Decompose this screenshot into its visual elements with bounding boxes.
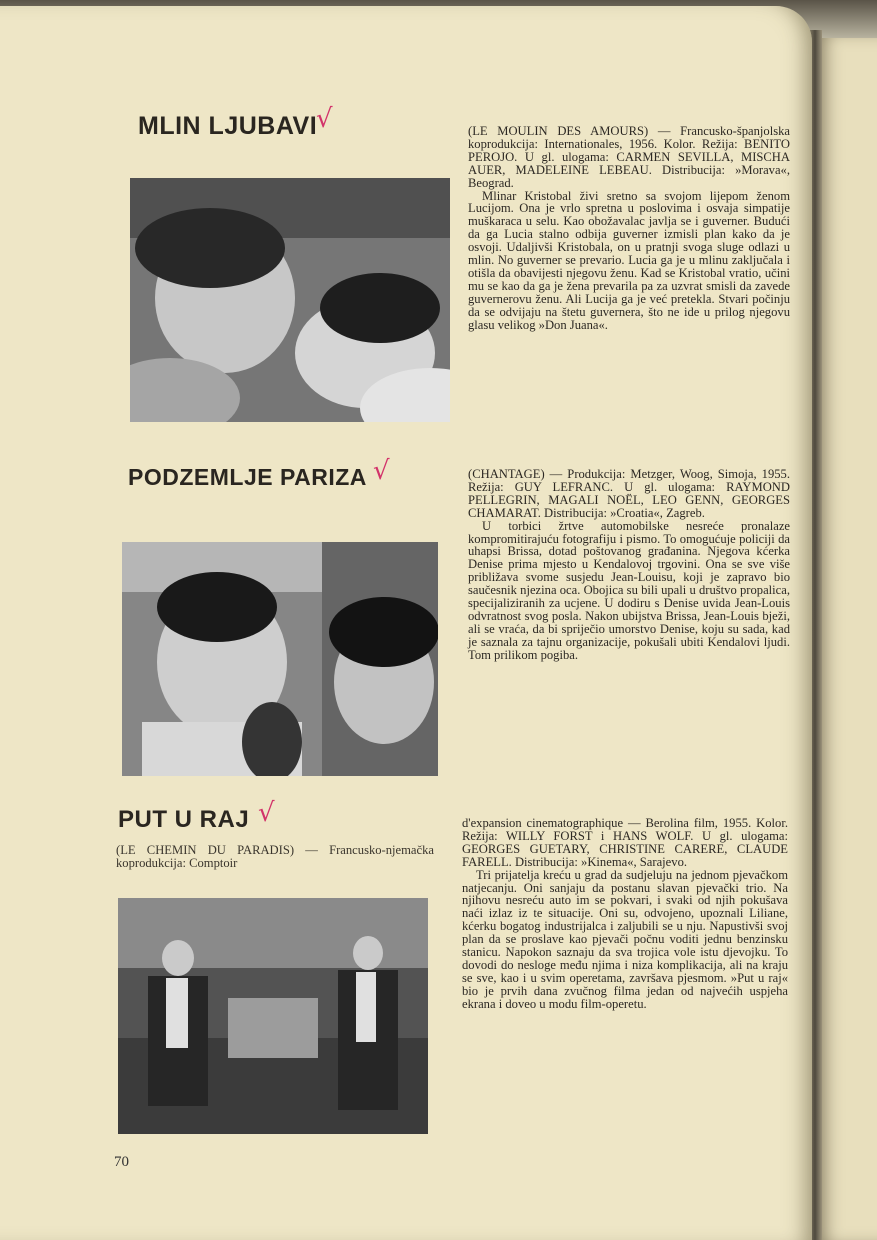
section-title-podzemlje-pariza: PODZEMLJE PARIZA [128, 464, 367, 490]
page-number: 70 [114, 1154, 129, 1170]
checkmark-icon: √ [258, 798, 275, 828]
film-still-mlin-ljubavi [130, 178, 450, 422]
checkmark-icon: √ [373, 456, 390, 486]
facing-page-edge [818, 38, 877, 1240]
article-text-mlin-ljubavi [468, 125, 790, 332]
film-credits-start: (LE CHEMIN DU PARADIS) — Francusko-njemačka koprodukcija: Comptoir [116, 843, 434, 870]
article-text-podzemlje-pariza [468, 468, 790, 662]
magazine-page [0, 6, 812, 1240]
checkmark-icon: √ [316, 104, 333, 134]
film-synopsis: Mlinar Kristobal živi sretno sa svojom lijepom ženom Lucijom. Ona je vrlo spretna u poslovima i osvaja simpatije muškaraca u selu. Kao obožavalac javlja se i guverner. Budući da ga Lucia stalno odbija guverner izmisli plan kako da je osvoji. Udaljivši Kristobala, on u pratnji svoga sluge odlazi u mlin. No guverner se prevario. Lucia ga je u mlinu zaključala i otišla da obavijesti njegovu ženu. Kad se Kristobal vratio, učini mu se kao da ga je žena prevarila pa za uzvrat smisli da zavede guvernerovu ženu. Ali Lucija ga je već pretekla. Stvari počinju da se odvijaju na štetu guvernera, što ne ide u prilog njegovu glasu velikog »Don Juana«. [468, 188, 790, 332]
film-credits: (LE MOULIN DES AMOURS) — Francusko-španjolska koprodukcija: Internationales, 1956. Kolor. Režija: BENITO PEROJO. U gl. ulogama: CARMEN SEVILLA, MISCHA AUER, MADELEINE LEBEAU. Distribucija: »Morava«, Beograd. [468, 124, 790, 190]
film-credits: (CHANTAGE) — Produkcija: Metzger, Woog, Simoja, 1955. Režija: GUY LEFRANC. U gl. ulogama: RAYMOND PELLEGRIN, MAGALI NOËL, LEO GENN, GEORGES CHAMARAT. Distribucija: »Croatia«, Zagreb. [468, 467, 790, 520]
film-synopsis: Tri prijatelja kreću u grad da sudjeluju na jednom pjevačkom natjecanju. Oni sanjaju da postanu slavan pjevački trio. Na njihovu nesreću auto im se pokvari, i svaki od njih pokušava naći izlaz iz te situacije. Oni su, odvojeno, upoznali Liliane, kćerku bogatog industrijalca i zaljubili se u nju. Napustivši svoj plan da se proslave kao pjevači počnu voditi jednu benzinsku stanicu. Napokon saznaju da sva trojica vole istu djevojku. To dovodi do nesloge među njima i niza komplikacija, ali na kraju se sve, kao i u svim operetama, završava pjesmom. »Put u raj« bio je prvih dana zvučnog filma jedan od najvećih uspjeha ekrana i doveo u modu film-operetu. [462, 867, 788, 1011]
section-title-mlin-ljubavi: MLIN LJUBAVI [138, 112, 318, 140]
film-credits: d'expansion cinematographique — Berolina film, 1955. Kolor. Režija: WILLY FORST i HANS WOLF. U gl. ulogama: GEORGES GUETARY, CHRISTINE CARERE, CLAUDE FARELL. Distribucija: »Kinema«, Sarajevo. [462, 816, 788, 869]
film-still-podzemlje-pariza [122, 542, 438, 776]
section-title-put-u-raj: PUT U RAJ [118, 806, 250, 833]
film-synopsis: U torbici žrtve automobilske nesreće pronalaze kompromitirajuću fotografiju i pismo. To omogućuje policiji da uhapsi Brissa, dotad poštovanog građanina. Njegova kćerka Denise prima mjesto u Kendalovoj trgovini. Ona se sve više približava svome susjedu Jean-Louisu, koji je zapravo bio saučesnik njezina oca. Obojica su bili upali u društvo propalica, specijaliziranih za ucjene. U dodiru s Denise uvida Jean-Louis odvratnost svog posla. Nakon ubijstva Brissa, Jean-Louis bježi, ali se vraća, da bi spriječio umorstvo Denise, koju su sada, kad je saznala za tajnu organizacije, pokušali ubiti Kendalovi ljudi. Tom prilikom pogiba. [468, 518, 790, 662]
film-still-put-u-raj [118, 898, 428, 1134]
article-text-put-u-raj [462, 817, 788, 1011]
